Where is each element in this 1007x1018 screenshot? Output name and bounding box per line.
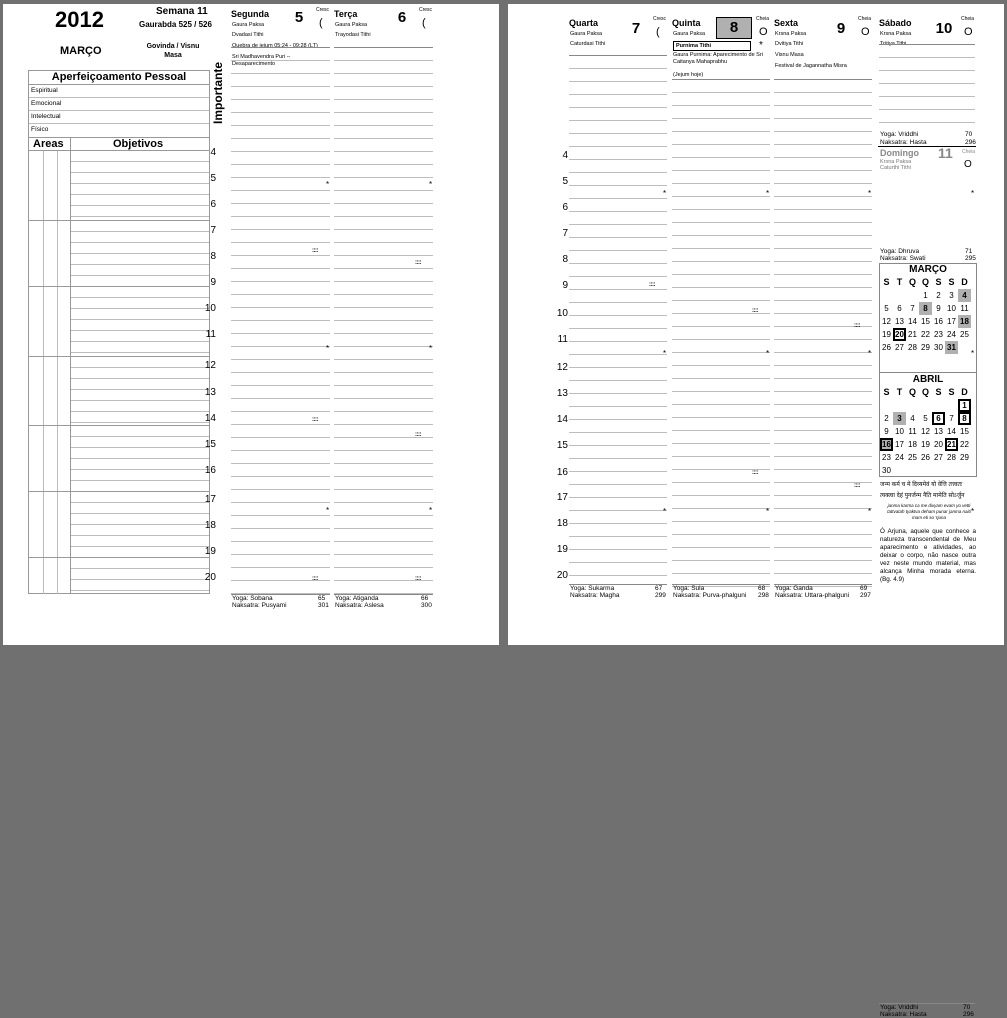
weekday-header: S (883, 277, 890, 287)
saturday-naksatra: Naksatra: Hasta (880, 139, 927, 146)
event-text: Visnu Masa (775, 52, 804, 58)
full-moon-icon: O (964, 26, 973, 38)
calendar-day[interactable]: 25 (908, 453, 917, 462)
full-moon-icon: O (759, 26, 768, 38)
calendar-day[interactable]: 18 (958, 315, 971, 328)
calendar-day[interactable]: 19 (882, 330, 891, 339)
yoga-number: 68 (758, 585, 766, 592)
hour-label: 15 (204, 439, 216, 450)
yoga-label: Yoga: Vriddhi (880, 1004, 919, 1011)
calendar-day[interactable]: 30 (882, 466, 891, 475)
naksatra-label: Naksatra: Uttara-phalguni (775, 592, 850, 599)
hour-label: 14 (556, 414, 568, 425)
calendar-day[interactable]: 28 (908, 343, 917, 352)
calendar-day[interactable]: 26 (921, 453, 930, 462)
calendar-day[interactable]: 22 (960, 440, 969, 449)
weekday-header: Q (908, 387, 916, 397)
day-name: Sexta (774, 18, 799, 28)
calendar-day[interactable]: 21 (908, 330, 917, 339)
hour-label: 11 (557, 334, 568, 345)
calendar-day[interactable]: 16 (934, 317, 943, 326)
moon-phase-label: Cheia (858, 16, 872, 22)
sunday-yoga: Yoga: Dhruva (880, 248, 920, 255)
hour-label: 17 (556, 492, 568, 503)
yoga-number: 67 (655, 585, 663, 592)
day-name: Quinta (672, 18, 701, 28)
time-marker-icon: * (766, 507, 770, 516)
calendar-day[interactable]: 23 (934, 330, 943, 339)
calendar-day[interactable]: 10 (895, 427, 904, 436)
yoga-label: Yoga: Sukarma (570, 585, 615, 592)
tithi-label: Trayodasi Tithi (335, 32, 371, 38)
calendar-day[interactable]: 15 (921, 317, 930, 326)
full-moon-icon: O (861, 26, 870, 38)
hour-label: 19 (204, 546, 216, 557)
hour-label: 5 (210, 173, 216, 184)
paksa-label: Gaura Paksa (232, 22, 265, 28)
yoga-label: Yoga: Sula (673, 585, 705, 592)
sunday-paksa: Krsna Paksa (880, 159, 912, 165)
period-marker-icon: :::: (752, 470, 758, 476)
year: 2012 (55, 7, 104, 32)
paksa-label: Gaura Paksa (335, 22, 368, 28)
period-marker-icon: :::: (854, 323, 860, 329)
hour-label: 11 (205, 329, 216, 340)
weekday-header: S (948, 277, 955, 287)
time-marker-icon: * (971, 349, 975, 358)
pd-row-spiritual: Espiritual (31, 87, 58, 94)
day-name: Terça (334, 9, 358, 19)
sunday-naksatra-num: 295 (965, 255, 976, 262)
paksa-label: Krsna Paksa (775, 31, 807, 37)
weekday-header: S (948, 387, 955, 397)
hour-label: 19 (556, 544, 568, 555)
verse-transliteration: janma karma ca me divyam evam yo vetti tattvatah tyaktva deham punar janma naiti mam eti so 'rjuna (887, 503, 971, 520)
naksatra-label: Naksatra: Aslesa (335, 602, 384, 609)
time-marker-icon: * (429, 344, 433, 353)
hour-label: 9 (562, 280, 568, 291)
yoga-number: 69 (860, 585, 868, 592)
naksatra-label: Naksatra: Pusyami (232, 602, 287, 609)
calendar-day[interactable]: 11 (908, 427, 917, 436)
right-planner-page (508, 4, 1004, 1018)
hour-label: 10 (556, 308, 568, 319)
calendar-day[interactable] (893, 464, 906, 477)
day-number: 6 (397, 9, 407, 26)
pd-row-intellectual: Intelectual (31, 113, 61, 120)
calendar-day[interactable]: 14 (908, 317, 917, 326)
time-marker-icon: * (326, 344, 330, 353)
moon-phase-label: Cresc (653, 16, 667, 22)
weekday-header: T (896, 277, 903, 287)
calendar-day[interactable] (945, 399, 958, 412)
hour-label: 17 (204, 494, 216, 505)
period-marker-icon: :::: (312, 417, 318, 423)
naksatra-number: 298 (758, 592, 769, 599)
hour-label: 6 (562, 202, 568, 213)
yoga-label: Yoga: Atiganda (335, 595, 379, 602)
calendar-day[interactable]: 31 (945, 341, 958, 354)
calendar-day[interactable]: 12 (882, 317, 891, 326)
naksatra-label: Naksatra: Purva-phalguni (673, 592, 747, 599)
time-marker-icon: * (868, 189, 872, 198)
calendar-day[interactable]: 30 (934, 343, 943, 352)
day-number: 7 (631, 20, 641, 37)
calendar-day[interactable] (919, 399, 932, 412)
weekday-header: D (961, 387, 968, 397)
weekday-header: S (935, 277, 942, 287)
verse-devanagari-1: जन्म कर्म च मे दिव्यमेवं यो वेत्ति तत्त्वतः (880, 482, 963, 488)
calendar-day[interactable]: 2 (936, 291, 941, 300)
calendar-day[interactable]: 2 (884, 414, 889, 423)
hour-label: 16 (204, 465, 216, 476)
pd-row-physical: Físico (31, 126, 49, 133)
day-name: Segunda (231, 9, 270, 19)
full-moon-icon: O (964, 159, 972, 170)
period-marker-icon: :::: (415, 432, 421, 438)
day-name: Sábado (879, 18, 912, 28)
sunday-moon-label: Cheia (962, 149, 976, 155)
day-number: 9 (836, 20, 846, 37)
weekday-header: S (883, 387, 890, 397)
period-marker-icon: :::: (415, 260, 421, 266)
time-marker-icon: * (663, 349, 667, 358)
hour-label: 10 (204, 303, 216, 314)
event-text-2: (Jejum hoje) (673, 72, 704, 78)
calendar-day[interactable]: 7 (949, 414, 954, 423)
crescent-moon-icon: ( (422, 17, 426, 29)
day-column[interactable] (334, 4, 435, 624)
calendar-day[interactable] (932, 464, 945, 477)
calendar-day[interactable]: 1 (923, 291, 928, 300)
calendar-day[interactable]: 6 (897, 304, 902, 313)
tithi-label: Purnima Tithi (673, 41, 751, 51)
weekday-header: T (896, 387, 903, 397)
hour-label: 4 (210, 147, 216, 158)
hour-label: 6 (210, 199, 216, 210)
yoga-label: Yoga: Ganda (775, 585, 813, 592)
hour-label: 13 (204, 387, 216, 398)
sunday-yoga-num: 71 (965, 248, 973, 255)
naksatra-number: 296 (963, 1011, 974, 1018)
day-number: 10 (935, 20, 953, 37)
calendar-day[interactable]: 25 (960, 330, 969, 339)
calendar-day[interactable]: 4 (910, 414, 915, 423)
event-text-2: Festival de Jagannatha Misra (775, 63, 847, 69)
event-text-2: Sri Madhavendra Puri -- Desaparecimento (232, 54, 291, 67)
left-planner-page (3, 4, 499, 645)
naksatra-label: Naksatra: Hasta (880, 1011, 927, 1018)
calendar-day[interactable]: 9 (884, 427, 889, 436)
saturday-yoga: Yoga: Vriddhi (880, 131, 919, 138)
calendar-day[interactable]: 21 (945, 438, 958, 451)
event-text: Quebra de jejum 05:24 - 09:28 (LT) (232, 43, 318, 49)
verse-translation: Ó Arjuna, aquele que conhece a natureza transcendental de Meu aparecimento e atividades, ao deixar o corpo, não nasce outra vez neste mundo material, mas alcança Minha morada eterna. (Bg. 4.9) (880, 528, 976, 583)
sunday-tithi: Caturthi Tithi (880, 165, 911, 171)
calendar-day[interactable]: 24 (895, 453, 904, 462)
hour-label: 16 (556, 467, 568, 478)
calendar-day[interactable]: 20 (934, 440, 943, 449)
calendar-day[interactable]: 3 (893, 412, 906, 425)
calendar-day[interactable]: 28 (947, 453, 956, 462)
naksatra-label: Naksatra: Magha (570, 592, 620, 599)
weekday-header: Q (908, 277, 916, 287)
calendar-day[interactable] (906, 289, 919, 302)
hour-label: 12 (556, 362, 568, 373)
calendar-day[interactable]: 4 (958, 289, 971, 302)
naksatra-number: 299 (655, 592, 666, 599)
hour-label: 13 (556, 388, 568, 399)
hour-label: 20 (204, 572, 216, 583)
time-marker-icon: * (326, 180, 330, 189)
naksatra-number: 300 (421, 602, 432, 609)
calendar-day[interactable]: 20 (893, 328, 906, 341)
calendar-day[interactable] (906, 399, 919, 412)
period-marker-icon: :::: (854, 483, 860, 489)
crescent-moon-icon: ( (319, 17, 323, 29)
april-mini-calendar (880, 385, 971, 477)
calendar-day[interactable]: 24 (947, 330, 956, 339)
calendar-day[interactable]: 29 (960, 453, 969, 462)
calendar-day[interactable] (906, 464, 919, 477)
hour-label: 12 (204, 360, 216, 371)
tithi-label: Dvitiya Tithi (775, 41, 804, 47)
sunday-number: 11 (938, 145, 953, 161)
period-marker-icon: :::: (312, 576, 318, 582)
time-marker-icon: * (971, 507, 975, 516)
pd-title: Aperfeiçoamento Pessoal (51, 71, 187, 83)
calendar-day[interactable]: 29 (921, 343, 930, 352)
moon-phase-label: Cresc (419, 7, 433, 13)
calendar-day[interactable]: 14 (947, 427, 956, 436)
period-marker-icon: :::: (312, 248, 318, 254)
gaurabda-label: Gaurabda 525 / 526 (139, 20, 212, 29)
time-marker-icon: * (663, 189, 667, 198)
calendar-day[interactable]: 27 (895, 343, 904, 352)
period-marker-icon: :::: (415, 576, 421, 582)
day-column[interactable] (231, 4, 332, 624)
day-number: 8 (716, 17, 752, 39)
weekday-header: S (935, 387, 942, 397)
time-marker-icon: * (663, 507, 667, 516)
calendar-day[interactable]: 27 (934, 453, 943, 462)
hour-label: 20 (556, 570, 568, 581)
period-marker-icon: :::: (649, 282, 655, 288)
calendar-day[interactable]: 13 (895, 317, 904, 326)
verse-devanagari-2: त्यक्त्वा देहं पुनर्जन्म नैति मामेति सोऽर्जुन (880, 493, 965, 499)
march-mini-calendar (880, 275, 971, 354)
hour-label: 18 (204, 520, 216, 531)
period-marker-icon: :::: (752, 308, 758, 314)
hour-label: 9 (210, 277, 216, 288)
hour-label: 8 (562, 254, 568, 265)
weekday-header: Q (921, 387, 929, 397)
masa-label: Govinda / Visnu Masa (146, 43, 200, 59)
calendar-day[interactable]: 5 (884, 304, 889, 313)
day-column[interactable] (672, 4, 772, 624)
time-marker-icon: * (971, 189, 975, 198)
month-label: MARÇO (60, 45, 102, 57)
pd-row-emotional: Emocional (31, 100, 62, 107)
tithi-label: Tritiya Tithi (880, 41, 907, 47)
time-marker-icon: * (766, 349, 770, 358)
day-number: 5 (294, 9, 304, 26)
moon-phase-label: Cresc (316, 7, 330, 13)
calendar-day[interactable]: 26 (882, 343, 891, 352)
calendar-day[interactable]: 6 (932, 412, 945, 425)
hour-label: 4 (562, 150, 568, 161)
naksatra-number: 297 (860, 592, 871, 599)
moon-phase-label: Cheia (961, 16, 975, 22)
event-text: Gaura Purnima: Aparecimento de Sri Caitanya Mahaprabhu (673, 52, 763, 65)
hour-label: 7 (562, 228, 568, 239)
calendar-day[interactable]: 3 (949, 291, 954, 300)
day-name: Quarta (569, 18, 599, 28)
hour-label: 15 (556, 440, 568, 451)
calendar-day[interactable] (958, 341, 971, 354)
calendar-day[interactable]: 17 (947, 317, 956, 326)
calendar-day[interactable]: 17 (895, 440, 904, 449)
weekday-header: Q (921, 277, 929, 287)
time-marker-icon: * (868, 349, 872, 358)
calendar-day[interactable] (880, 289, 893, 302)
saturday-yoga-num: 70 (965, 131, 973, 138)
naksatra-number: 301 (318, 602, 329, 609)
calendar-day[interactable] (893, 289, 906, 302)
calendar-day[interactable]: 13 (934, 427, 943, 436)
hour-label: 14 (204, 413, 216, 424)
time-marker-icon: * (326, 506, 330, 515)
calendar-day[interactable]: 18 (908, 440, 917, 449)
calendar-day[interactable] (880, 399, 893, 412)
sunday-naksatra: Naksatra: Swati (880, 255, 926, 262)
moon-phase-label: Cheia (756, 16, 770, 22)
calendar-day[interactable]: 8 (958, 412, 971, 425)
importante-label: Importante (211, 61, 225, 124)
paksa-label: Gaura Paksa (673, 31, 706, 37)
day-column[interactable] (774, 4, 874, 624)
april-calendar-title: ABRIL (912, 374, 944, 385)
day-column[interactable] (569, 4, 669, 624)
march-calendar-title: MARÇO (909, 264, 947, 275)
yoga-number: 70 (963, 1004, 971, 1011)
hour-label: 5 (562, 176, 568, 187)
time-marker-icon: * (429, 180, 433, 189)
calendar-day[interactable] (919, 464, 932, 477)
yoga-label: Yoga: Sobana (232, 595, 273, 602)
calendar-day[interactable]: 8 (919, 302, 932, 315)
calendar-day[interactable] (958, 464, 971, 477)
calendar-day[interactable] (932, 399, 945, 412)
tithi-label: Dvadasi Tithi (232, 32, 264, 38)
areas-header: Areas (33, 138, 64, 150)
calendar-day[interactable]: 22 (921, 330, 930, 339)
tithi-label: Caturdasi Tithi (570, 41, 606, 47)
calendar-day[interactable]: 1 (958, 399, 971, 412)
weekday-header: D (961, 277, 968, 287)
yoga-number: 65 (318, 595, 326, 602)
calendar-day[interactable]: 15 (960, 427, 969, 436)
yoga-number: 66 (421, 595, 429, 602)
calendar-day[interactable]: 7 (910, 304, 915, 313)
calendar-day[interactable]: 16 (880, 438, 893, 451)
time-marker-icon: * (868, 507, 872, 516)
hour-label: 18 (556, 518, 568, 529)
objetivos-header: Objetivos (113, 138, 164, 150)
calendar-day[interactable]: 10 (947, 304, 956, 313)
saturday-naksatra-num: 296 (965, 139, 976, 146)
time-marker-icon: * (429, 506, 433, 515)
crescent-moon-icon: ( (656, 26, 660, 38)
calendar-day[interactable]: 11 (960, 304, 969, 313)
calendar-day[interactable] (893, 399, 906, 412)
calendar-day[interactable] (945, 464, 958, 477)
hour-label: 7 (210, 225, 216, 236)
calendar-day[interactable]: 9 (936, 304, 941, 313)
week-label: Semana 11 (156, 6, 208, 17)
calendar-day[interactable]: 19 (921, 440, 930, 449)
paksa-label: Gaura Paksa (570, 31, 603, 37)
sunday-name: Domingo (880, 148, 919, 158)
calendar-day[interactable]: 23 (882, 453, 891, 462)
time-marker-icon: * (766, 189, 770, 198)
calendar-day[interactable]: 12 (921, 427, 930, 436)
star-icon: * (759, 40, 763, 51)
hour-label: 8 (210, 251, 216, 262)
paksa-label: Krsna Paksa (880, 31, 912, 37)
calendar-day[interactable]: 5 (923, 414, 928, 423)
